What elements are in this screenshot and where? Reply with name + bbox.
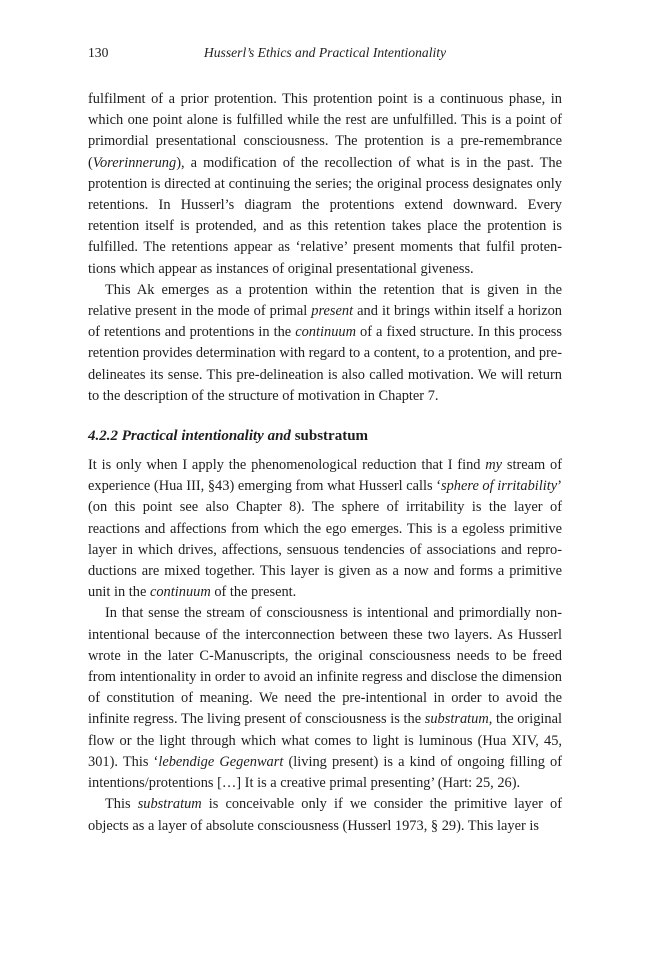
text-run: fulfilment of a prior protention. This protention point is a continuous phase, in which one point alone is fulfilled while the rest are unfulfilled. This is a point of primordial presentational consciousness. The protention is a pre-remembrance ( [88, 91, 562, 171]
paragraph [88, 603, 562, 794]
section-heading-roman: substratum [290, 428, 369, 445]
text-run: In that sense the stream of consciousness is intentional and primordially non-intentional because of the interconnection between these two layers. As Husserl wrote in the later C-Manuscripts, the original consciousness needs to be freed from intentionality in order to avoid an infinite regress and disclose the dimension of constitution of meaning. We need the pre-intentional in order to avoid the infinite regress. The living present of consciousness is the [88, 605, 562, 728]
italic-text: substratum, [424, 711, 493, 728]
body-text [88, 89, 562, 837]
paragraph [88, 280, 562, 407]
text-run: is conceivable only if we consider the primitive layer of objects as a layer of absolute consciousness (Husserl 1973, § 29). This layer is [88, 796, 562, 834]
italic-text: continuum [295, 324, 356, 341]
italic-text: my [485, 457, 503, 474]
paragraph [88, 794, 562, 836]
text-run: stream of experience (Hua III, §43) emerging from what Husserl calls ‘ [88, 457, 563, 495]
text-run: and it brings within itself a horizon of retentions and protentions in the [88, 303, 562, 341]
italic-text: lebendige Gegenwart [158, 753, 284, 770]
running-head-title: Husserl’s Ethics and Practical Intentionality [203, 45, 447, 60]
section-heading [88, 425, 562, 447]
section-heading-italic: 4.2.2 Practical intentionality and [88, 428, 291, 445]
text-run: This Ak emerges as a protention within the retention that is given in the relative present in the mode of primal [88, 281, 562, 320]
paragraphs-after-heading [88, 455, 562, 837]
paragraph [88, 455, 562, 603]
running-head [88, 45, 562, 65]
text-run: of a fixed structure. In this process retention provides determination with regard to a content, to a protention, and pre-delineates its sense. This pre-delineation is also called motivation. We will return to the description of the structure of motivation in Chapter 7. [88, 324, 563, 404]
paragraph [88, 89, 562, 280]
text-run: ’ (on this point see also Chapter 8). The sphere of irritability is the layer of reactions and affections from which the ego emerges. This is a egoless primitive layer in which drives, affections, sensuous tendencies of associations and reproductions are mixed together. This layer is given as a now and forms a primitive unit in the [88, 478, 562, 601]
text-run: ), a modification of the recollection of what is in the past. The protention is directed at continuing the series; the original process designates only retentions. In Husserl’s diagram the protentions extend downward. Every retention itself is protended, and as this retention takes place the protention is fulfilled. The retentions appear as ‘relative’ present moments that fulfil protentions which appear as instances of original presentational giveness. [88, 154, 562, 277]
text-run: the original flow or the light through which what comes to light is luminous (Hua XIV, 45, 301). This ‘ [88, 711, 562, 770]
paragraphs-before-heading [88, 89, 562, 407]
italic-text: Vorerinnerung [92, 154, 177, 171]
italic-text: substratum [137, 796, 202, 813]
italic-text: present [311, 303, 354, 320]
text-run: of the present. [210, 584, 297, 601]
text-run: It is only when I apply the phenomenological reduction that I find [88, 457, 486, 474]
text-run: This [105, 796, 138, 813]
italic-text: sphere of irritability [441, 478, 558, 495]
italic-text: continuum [149, 584, 211, 601]
text-run: (living present) is a kind of ongoing filling of intentions/protentions […] It is a creative primal presenting’ (Hart: 25, 26). [88, 753, 562, 792]
page-number: 130 [88, 45, 109, 60]
